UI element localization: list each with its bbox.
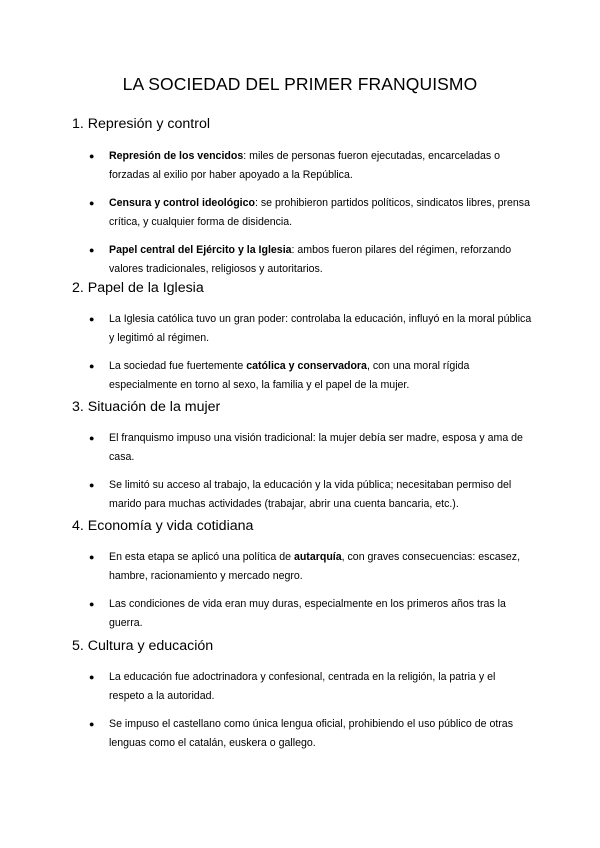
bullet-icon: ● xyxy=(89,245,95,255)
list-item xyxy=(72,595,532,632)
list-item xyxy=(72,476,532,513)
section-cultura xyxy=(72,637,532,752)
item-text: Se impuso el castellano como única lengua oficial, prohibiendo el uso público de otras lenguas como el catalán, euskera o gallego. xyxy=(109,718,513,749)
section-iglesia xyxy=(72,279,532,394)
item-text: : miles de personas fueron ejecutadas, encarceladas o forzadas al exilio por haber apoyado a la República. xyxy=(109,150,500,181)
item-text-post: , con graves consecuencias: escasez, hambre, racionamiento y mercado negro. xyxy=(109,551,521,582)
page-title: LA SOCIEDAD DEL PRIMER FRANQUISMO xyxy=(122,74,478,94)
bullet-icon: ● xyxy=(89,719,95,729)
bullet-list xyxy=(72,548,532,632)
section-heading: 5. Cultura y educación xyxy=(72,638,214,654)
bullet-icon: ● xyxy=(89,672,95,682)
list-item xyxy=(72,429,532,466)
item-text-pre: En esta etapa se aplicó una política de xyxy=(109,551,294,563)
section-heading: 2. Papel de la Iglesia xyxy=(72,280,204,296)
list-item xyxy=(72,548,532,585)
list-item xyxy=(72,357,532,394)
item-text: : ambos fueron pilares del régimen, reforzando valores tradicionales, religiosos y autoritarios. xyxy=(109,244,512,275)
item-text: El franquismo impuso una visión tradicional: la mujer debía ser madre, esposa y ama de casa. xyxy=(109,432,523,463)
list-item xyxy=(72,715,532,752)
bullet-list xyxy=(72,668,532,752)
section-mujer xyxy=(72,398,532,513)
item-text: Se limitó su acceso al trabajo, la educación y la vida pública; necesitaban permiso del marido para muchas actividades (trabajar, abrir una cuenta bancaria, etc.). xyxy=(109,479,512,510)
item-text: : se prohibieron partidos políticos, sindicatos libres, prensa crítica, y cualquier forma de disidencia. xyxy=(109,197,530,228)
section-economia xyxy=(72,517,532,632)
item-text-post: , con una moral rígida especialmente en torno al sexo, la familia y el papel de la mujer. xyxy=(109,360,470,391)
item-text: La Iglesia católica tuvo un gran poder: controlaba la educación, influyó en la moral pública y legitimó al régimen. xyxy=(109,313,532,344)
bullet-icon: ● xyxy=(89,198,95,208)
bullet-icon: ● xyxy=(89,552,95,562)
item-strong: Papel central del Ejército y la Iglesia xyxy=(109,244,292,256)
section-heading: 1. Represión y control xyxy=(72,116,211,132)
bullet-list xyxy=(72,310,532,394)
bullet-icon: ● xyxy=(89,599,95,609)
item-text-pre: La sociedad fue fuertemente xyxy=(109,360,247,372)
bullet-list xyxy=(72,429,532,513)
bullet-list xyxy=(72,147,532,278)
list-item xyxy=(72,147,532,184)
section-heading: 4. Economía y vida cotidiana xyxy=(72,518,254,534)
bullet-icon: ● xyxy=(89,433,95,443)
item-strong: autarquía xyxy=(293,551,342,563)
item-text: Las condiciones de vida eran muy duras, especialmente en los primeros años tras la guerra. xyxy=(109,598,506,629)
item-strong: católica y conservadora xyxy=(246,360,367,372)
section-represion xyxy=(72,115,532,278)
bullet-icon: ● xyxy=(89,314,95,324)
list-item xyxy=(72,668,532,705)
bullet-icon: ● xyxy=(89,151,95,161)
section-heading: 3. Situación de la mujer xyxy=(72,399,221,415)
list-item xyxy=(72,194,532,231)
bullet-icon: ● xyxy=(89,361,95,371)
item-strong: Represión de los vencidos xyxy=(109,150,244,162)
list-item xyxy=(72,310,532,347)
list-item xyxy=(72,241,532,278)
item-text: La educación fue adoctrinadora y confesional, centrada en la religión, la patria y el respeto a la autoridad. xyxy=(109,671,496,702)
item-strong: Censura y control ideológico xyxy=(109,197,255,209)
bullet-icon: ● xyxy=(89,480,95,490)
